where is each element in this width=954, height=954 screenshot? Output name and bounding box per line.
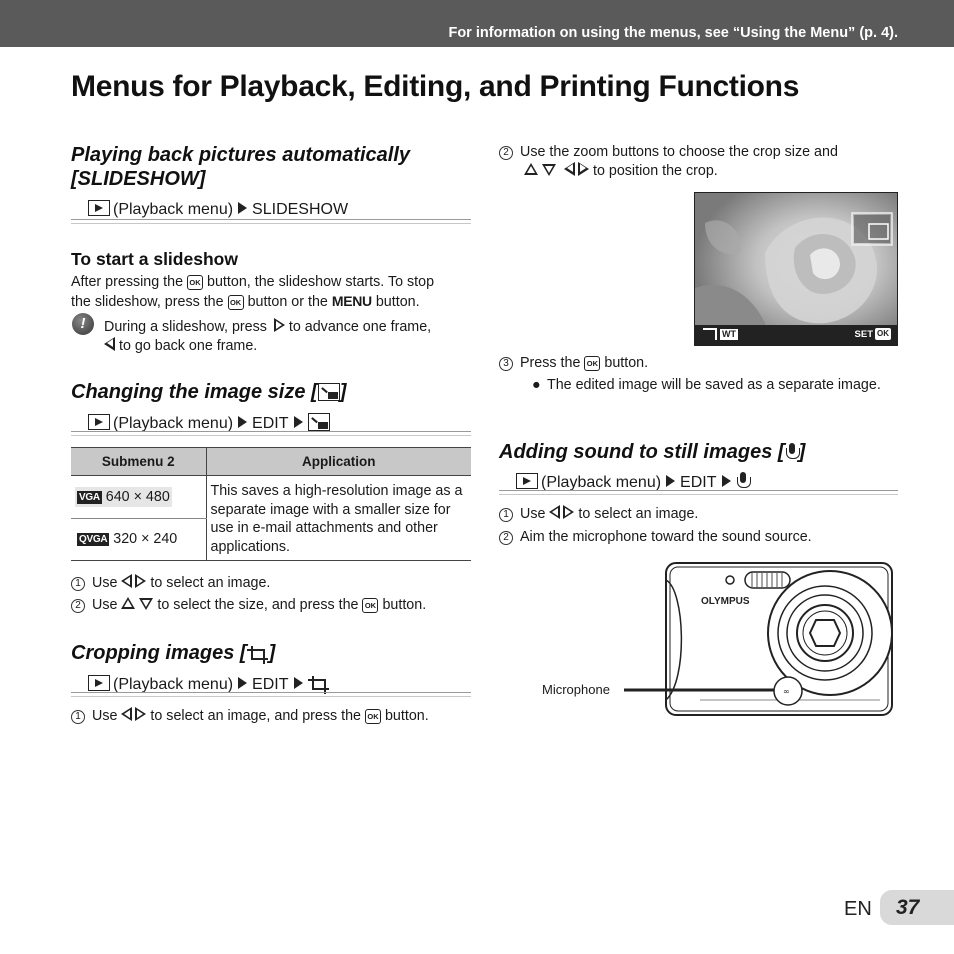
crop-step-3: 3 Press the OK button. [499, 354, 648, 373]
right-button-icon [135, 574, 146, 588]
ok-button-icon: OK [228, 295, 244, 310]
qvga-icon: QVGA [79, 534, 108, 546]
crop-heading: Cropping images [ ] [71, 642, 276, 664]
screen-ok-icon: OK [877, 329, 889, 338]
resize-menu-path: (Playback menu) EDIT [88, 413, 330, 434]
resize-icon [318, 383, 340, 401]
screen-set-label: SET [854, 329, 873, 340]
resize-step-1: 1 Use to select an image. [71, 574, 270, 593]
arrow-right-icon [238, 677, 247, 689]
crop-screen-image [694, 192, 898, 346]
right-button-icon [578, 162, 589, 176]
left-button-icon [549, 505, 560, 519]
arrow-right-icon [294, 416, 303, 428]
down-button-icon [542, 164, 556, 176]
sound-step-2: 2 Aim the microphone toward the sound source. [499, 528, 812, 547]
slideshow-menu-path: (Playback menu) SLIDESHOW [88, 200, 348, 220]
ok-button-icon: OK [187, 275, 203, 290]
crop-step-2: 2 Use the zoom buttons to choose the crop size and to position the crop. [499, 143, 899, 180]
ok-button-icon: OK [362, 598, 378, 613]
playback-icon [88, 200, 110, 216]
right-button-icon [135, 707, 146, 721]
slideshow-heading: Playing back pictures automatically [SLIDESHOW] [71, 144, 411, 190]
left-button-icon [121, 707, 132, 721]
left-button-icon [564, 162, 575, 176]
crop-icon [247, 644, 269, 662]
crop-step-1: 1 Use to select an image, and press the OK button. [71, 707, 429, 726]
arrow-right-icon [238, 202, 247, 214]
arrow-right-icon [666, 475, 675, 487]
playback-icon [88, 414, 110, 430]
language-label: EN [844, 898, 872, 920]
slideshow-subheading: To start a slideshow [71, 249, 238, 269]
up-button-icon [524, 163, 538, 175]
table-application-cell: This saves a high-resolution image as a separate image with a smaller size for use in e-mail attachments and other applications. [206, 476, 471, 561]
resize-heading: Changing the image size [ ] [71, 381, 347, 403]
arrow-right-icon [238, 416, 247, 428]
page-title: Menus for Playback, Editing, and Printing Functions [71, 70, 800, 103]
table-row: QVGA 320 × 240 [71, 518, 471, 561]
sound-heading: Adding sound to still images [ ] [499, 441, 806, 463]
table-header-submenu: Submenu 2 [71, 448, 206, 476]
camera-brand-text: OLYMPUS [701, 596, 750, 607]
microphone-label: Microphone [542, 682, 610, 697]
down-button-icon [139, 598, 153, 610]
left-button-icon [121, 574, 132, 588]
svg-text:∞: ∞ [783, 687, 790, 696]
playback-icon [88, 675, 110, 691]
page-number: 37 [896, 896, 920, 919]
table-row: VGA 640 × 480 This saves a high-resolution image as a separate image with a smaller size for use in e-mail attachments and other applications. [71, 476, 471, 519]
resize-icon [308, 413, 330, 431]
crop-icon [703, 328, 717, 340]
menu-rule [71, 431, 471, 436]
playback-icon [516, 473, 538, 489]
crop-icon [308, 674, 330, 692]
up-button-icon [121, 597, 135, 609]
rose-photo [695, 193, 898, 346]
sound-menu-path: (Playback menu) EDIT [516, 472, 750, 493]
right-button-icon [563, 505, 574, 519]
resize-step-2: 2 Use to select the size, and press the OK button. [71, 596, 426, 615]
ok-button-icon: OK [584, 356, 600, 371]
left-button-icon [104, 337, 115, 351]
resize-table [71, 447, 471, 561]
header-bar [0, 0, 954, 47]
menu-rule [499, 490, 898, 495]
crop-menu-path: (Playback menu) EDIT [88, 674, 330, 695]
note-icon: ! [72, 313, 94, 335]
header-info-text: For information on using the menus, see “Using the Menu” (p. 4). [448, 25, 898, 41]
right-button-icon [274, 318, 285, 332]
table-header-application: Application [206, 448, 471, 476]
crop-bullet: ● The edited image will be saved as a separate image. [532, 377, 881, 393]
menu-rule [71, 219, 471, 224]
arrow-right-icon [294, 677, 303, 689]
microphone-icon [736, 472, 750, 490]
menu-button-label: MENU [331, 292, 372, 309]
sound-step-1: 1 Use to select an image. [499, 505, 698, 524]
ok-button-icon: OK [365, 709, 381, 724]
vga-icon: VGA [79, 491, 100, 503]
microphone-icon [785, 443, 799, 461]
slideshow-note: During a slideshow, press to advance one frame, to go back one frame. [104, 319, 432, 354]
slideshow-paragraph: After pressing the OK button, the slideshow starts. To stop the slideshow, press the OK button or the MENU button. [71, 274, 435, 310]
zoom-wt-icon: WT [722, 329, 736, 339]
menu-rule [71, 692, 471, 697]
arrow-right-icon [722, 475, 731, 487]
